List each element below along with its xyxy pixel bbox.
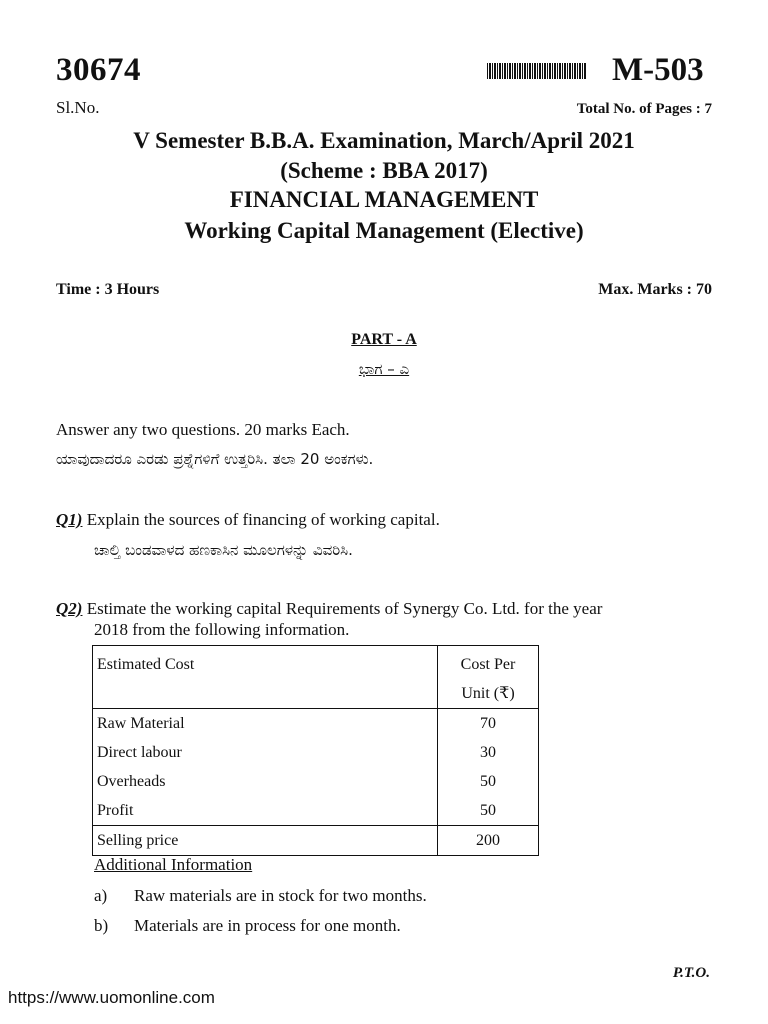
header-cost-per: Cost Per (460, 656, 516, 673)
subject-code: M-503 (612, 52, 704, 88)
table-row (93, 738, 539, 767)
row-label: Direct labour (93, 738, 438, 767)
row-value: 50 (438, 767, 539, 796)
table-row (93, 709, 539, 739)
table-header-row (93, 646, 539, 709)
additional-info-heading: Additional Information (94, 855, 253, 874)
header-cost-per-unit (438, 646, 539, 709)
row-label: Raw Material (93, 709, 438, 739)
subject-title: FINANCIAL MANAGEMENT (229, 187, 539, 212)
row-label: Overheads (93, 767, 438, 796)
instruction-english: Answer any two questions. 20 marks Each. (56, 420, 350, 439)
table-row (93, 826, 539, 856)
table-row (93, 767, 539, 796)
total-pages: Total No. of Pages : 7 (576, 101, 712, 117)
row-label: Selling price (93, 826, 438, 856)
row-value: 200 (438, 826, 539, 856)
time-allowed: Time : 3 Hours (56, 281, 160, 298)
row-value: 30 (438, 738, 539, 767)
header-estimated-cost: Estimated Cost (93, 646, 438, 709)
question-2-text-line1: Estimate the working capital Requirements of Synergy Co. Ltd. for the year (86, 599, 603, 618)
row-value: 50 (438, 796, 539, 826)
paper-title: Working Capital Management (Elective) (184, 218, 584, 243)
part-heading: PART - A (351, 331, 417, 348)
pto-note: P.T.O. (672, 965, 710, 981)
additional-item (94, 916, 401, 936)
table-row (93, 796, 539, 826)
item-text: Raw materials are in stock for two months. (134, 886, 427, 905)
sl-no-label: Sl.No. (56, 98, 100, 117)
question-2 (56, 598, 716, 640)
item-label: a) (94, 886, 108, 905)
source-url[interactable]: https://www.uomonline.com (8, 988, 215, 1007)
additional-item (94, 886, 427, 906)
question-1-kannada: ಚಾಲ್ತಿ ಬಂಡವಾಳದ ಹಣಕಾಸಿನ ಮೂಲಗಳನ್ನು ವಿವರಿಸಿ. (94, 541, 353, 559)
row-label: Profit (93, 796, 438, 826)
barcode (487, 63, 587, 79)
item-text: Materials are in process for one month. (134, 916, 401, 935)
header-unit: Unit (₹) (461, 685, 515, 702)
question-2-number: Q2) (56, 599, 83, 618)
row-value: 70 (438, 709, 539, 739)
part-heading-kannada: ಭಾಗ – ಎ (358, 360, 410, 378)
question-1-number: Q1) (56, 510, 83, 529)
instruction-kannada: ಯಾವುದಾದರೂ ಎರಡು ಪ್ರಶ್ನೆಗಳಿಗೆ ಉತ್ತರಿಸಿ. ತಲಾ 20 ಅಂಕಗಳು. (56, 450, 374, 468)
max-marks: Max. Marks : 70 (598, 281, 712, 298)
question-2-text-line2: 2018 from the following information. (94, 620, 350, 639)
question-1 (56, 510, 440, 530)
item-label: b) (94, 916, 109, 935)
question-1-text: Explain the sources of financing of working capital. (86, 510, 440, 529)
paper-code: 30674 (56, 52, 141, 88)
exam-title: V Semester B.B.A. Examination, March/April 2021 (133, 128, 635, 153)
scheme-title: (Scheme : BBA 2017) (280, 158, 488, 183)
cost-table (92, 645, 539, 856)
